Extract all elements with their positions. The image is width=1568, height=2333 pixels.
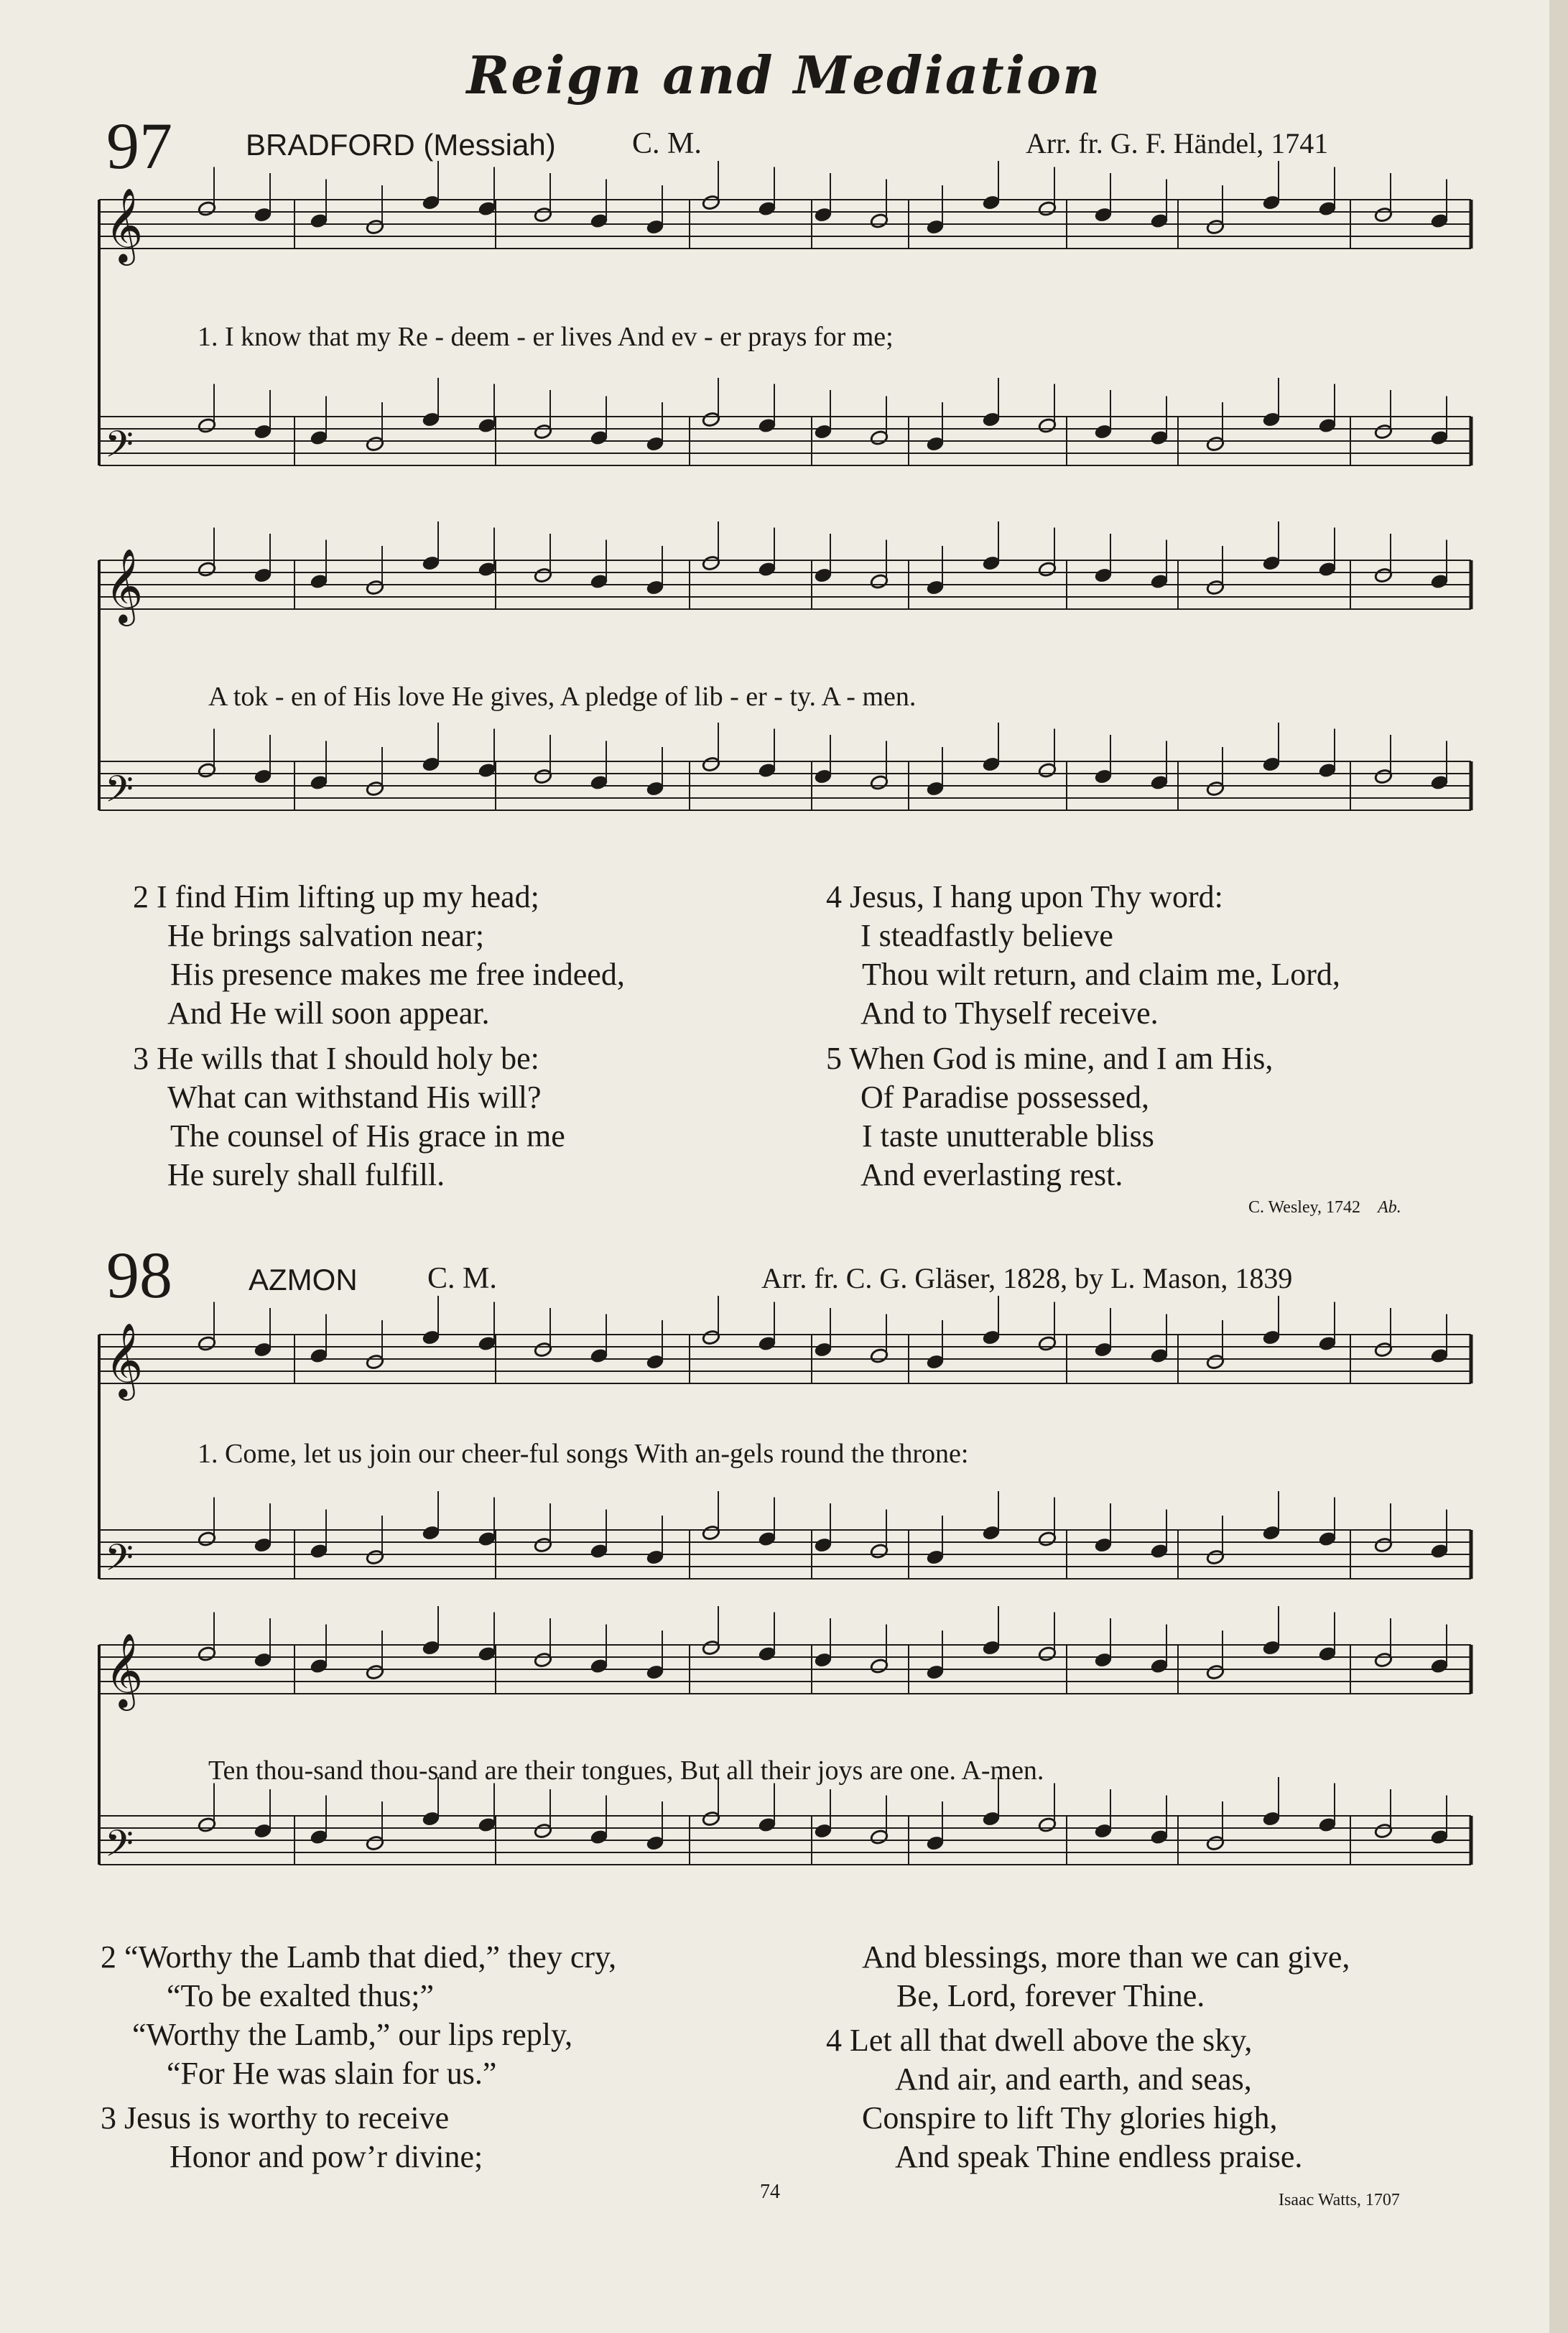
meter: C. M. (632, 127, 702, 160)
verse-line: The counsel of His grace in me (170, 1118, 565, 1154)
tune-name: AZMON (249, 1263, 358, 1297)
bass-clef-icon: 𝄢 (105, 1536, 134, 1588)
verse-4 (826, 878, 1340, 1033)
verse-4 (826, 2021, 1302, 2176)
verse-line: What can withstand His will? (167, 1080, 542, 1115)
verse-3 (101, 2099, 483, 2176)
arranger-credit: Arr. fr. G. F. Händel, 1741 (1026, 127, 1329, 159)
lyrics-line: 1. Come, let us join our cheer-ful songs With an-gels round the throne: (198, 1439, 969, 1469)
verse-5 (826, 1039, 1273, 1195)
author-credit (1248, 1198, 1401, 1217)
verse-line: “For He was slain for us.” (167, 2056, 497, 2091)
verse-line: Of Paradise possessed, (860, 1080, 1150, 1115)
verse-line: And speak Thine endless praise. (895, 2139, 1303, 2174)
page-number: 74 (760, 2181, 780, 2203)
verse-line: “Worthy the Lamb,” our lips reply, (132, 2017, 573, 2052)
verse-line: Honor and pow’r divine; (170, 2139, 483, 2174)
lyrics-line: Ten thou-sand thou-sand are their tongues, But all their joys are one. A-men. (208, 1755, 1044, 1786)
treble-clef-icon: 𝄞 (105, 1633, 144, 1708)
hymn-number: 97 (106, 109, 172, 182)
arranger-credit: Arr. fr. C. G. Gläser, 1828, by L. Mason, 1839 (761, 1262, 1293, 1294)
verse-line: And to Thyself receive. (860, 996, 1159, 1031)
verse-2 (133, 878, 625, 1033)
verse-line: I taste unutterable bliss (862, 1118, 1154, 1154)
meter: C. M. (427, 1262, 497, 1295)
hymn-number: 98 (106, 1238, 172, 1312)
author-note: Ab. (1378, 1198, 1401, 1217)
verse-3-continued (862, 1938, 1350, 2016)
verse-line: And He will soon appear. (167, 996, 490, 1031)
verse-line: 2 I find Him lifting up my head; (133, 879, 539, 914)
verse-line: And blessings, more than we can give, (862, 1939, 1350, 1975)
verse-line: Conspire to lift Thy glories high, (862, 2100, 1278, 2135)
author-name: C. Wesley, 1742 (1248, 1198, 1361, 1217)
lyrics-line: 1. I know that my Re - deem - er lives And ev - er prays for me; (198, 322, 894, 352)
tune-name: BRADFORD (Messiah) (246, 128, 556, 162)
lyrics-line: A tok - en of His love He gives, A pledge of lib - er - ty. A - men. (208, 682, 917, 712)
bass-clef-icon: 𝄢 (105, 1822, 134, 1874)
verse-line: 3 Jesus is worthy to receive (101, 2100, 450, 2135)
verse-line: I steadfastly believe (860, 918, 1113, 953)
verse-line: And everlasting rest. (860, 1157, 1123, 1192)
verse-line: His presence makes me free indeed, (170, 957, 625, 992)
verse-line: 2 “Worthy the Lamb that died,” they cry, (101, 1939, 617, 1975)
author-credit: Isaac Watts, 1707 (1279, 2191, 1400, 2209)
verse-line: “To be exalted thus;” (167, 1978, 435, 2013)
treble-clef-icon: 𝄞 (105, 187, 144, 263)
verse-line: He brings salvation near; (167, 918, 485, 953)
verse-line: 5 When God is mine, and I am His, (826, 1041, 1274, 1076)
treble-clef-icon: 𝄞 (105, 1322, 144, 1398)
treble-clef-icon: 𝄞 (105, 548, 144, 623)
verse-2 (101, 1938, 616, 2093)
verse-3 (133, 1039, 565, 1195)
verse-line: 4 Jesus, I hang upon Thy word: (826, 879, 1223, 914)
verse-line: Be, Lord, forever Thine. (896, 1978, 1205, 2013)
verse-line: 4 Let all that dwell above the sky, (826, 2023, 1253, 2058)
section-title: Reign and Mediation (466, 45, 1102, 106)
verse-line: He surely shall fulfill. (167, 1157, 445, 1192)
bass-clef-icon: 𝄢 (105, 422, 134, 475)
verse-line: Thou wilt return, and claim me, Lord, (862, 957, 1340, 992)
verse-line: 3 He wills that I should holy be: (133, 1041, 539, 1076)
bass-clef-icon: 𝄢 (105, 767, 134, 820)
verse-line: And air, and earth, and seas, (895, 2061, 1252, 2097)
